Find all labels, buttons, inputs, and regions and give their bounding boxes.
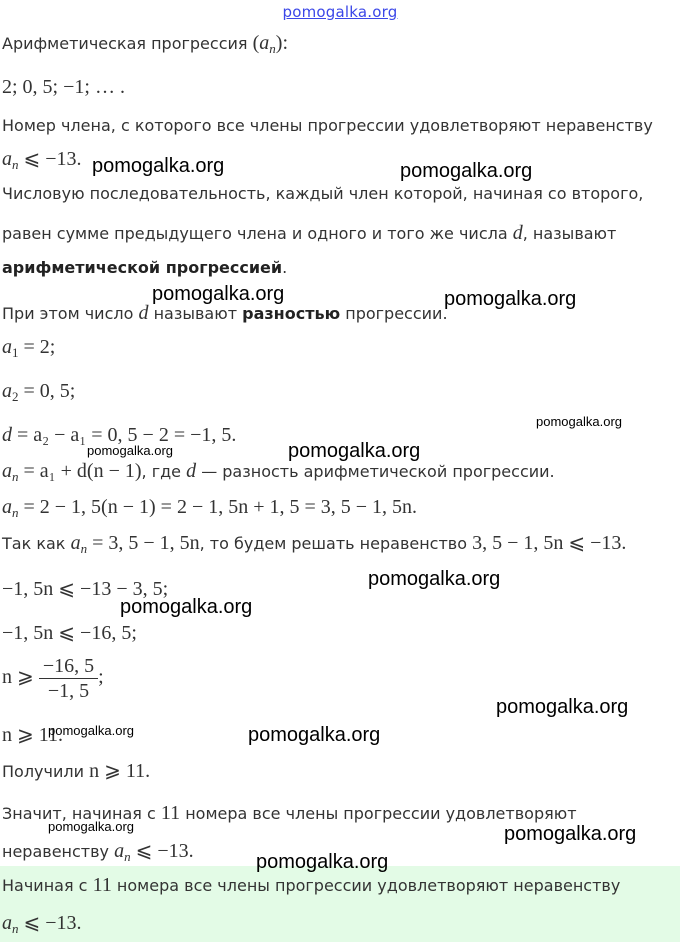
- watermark: pomogalka.org: [120, 596, 253, 618]
- definition-line-2: равен сумме предыдущего члена и одного и того же числа d, называют: [2, 222, 617, 244]
- solve-step-4: n ⩾ 11.: [2, 724, 64, 746]
- watermark: pomogalka.org: [248, 724, 381, 746]
- sequence-values: 2; 0, 5; −1; … .: [2, 76, 125, 98]
- site-link[interactable]: pomogalka.org: [282, 3, 398, 21]
- watermark: pomogalka.org: [87, 443, 173, 458]
- watermark: pomogalka.org: [504, 823, 637, 845]
- difference-calc: d = a₂ − a₁ = 0, 5 − 2 = −1, 5.: [2, 424, 237, 446]
- definition-line-3: арифметической прогрессией.: [2, 258, 288, 277]
- task-intro: [2, 32, 288, 55]
- watermark: pomogalka.org: [48, 819, 134, 834]
- term-arithmetic-progression: арифметической прогрессией: [2, 258, 283, 277]
- nth-term-expand: $a_n = 2 - 1$, 5(n − 1) = 2 − 1, 5n + 1, 5 = 3, 5 − 1, 5n.: [2, 496, 418, 520]
- answer-box: [0, 866, 680, 942]
- watermark: pomogalka.org: [496, 696, 629, 718]
- task-question: Номер члена, с которого все члены прогрессии удовлетворяют неравенству: [2, 116, 653, 135]
- result-line: Получили n ⩾ 11.: [2, 760, 151, 782]
- difference-definition: При этом число d называют разностью прогрессии.: [2, 302, 448, 324]
- watermark: pomogalka.org: [400, 160, 533, 182]
- sequence-symbol: $(a_n)$:: [252, 32, 288, 56]
- nth-term-formula: $a_n = a_1 + d(n - 1)$, где d — разность арифметической прогрессии.: [2, 460, 555, 484]
- watermark: pomogalka.org: [288, 440, 421, 462]
- watermark: pomogalka.org: [48, 723, 134, 738]
- fraction: $\frac{-16, 5}{-1, 5}$: [39, 654, 98, 703]
- watermark: pomogalka.org: [92, 155, 225, 177]
- watermark: pomogalka.org: [256, 851, 389, 873]
- watermark: pomogalka.org: [368, 568, 501, 590]
- first-term: $a_1 = 2$;: [2, 336, 56, 360]
- term-difference: разностью: [242, 304, 341, 323]
- watermark: pomogalka.org: [536, 414, 622, 429]
- definition-line-1: Числовую последовательность, каждый член которой, начиная со второго,: [2, 184, 644, 203]
- answer-line-2: $a_n$ ⩽ −13.: [2, 912, 82, 936]
- task-intro-label: Арифметическая прогрессия: [2, 34, 248, 53]
- solve-step-3: n ⩾ $\frac{-16, 5}{-1, 5}$ ;: [2, 655, 104, 702]
- solve-step-2: −1, 5n ⩽ −16, 5;: [2, 622, 137, 644]
- task-question-ineq: $a_n$ ⩽ −13.: [2, 148, 82, 172]
- conclusion-line-1: Значит, начиная с 11 номера все члены прогрессии удовлетворяют: [2, 802, 577, 824]
- answer-line-1: Начиная с 11 номера все члены прогрессии удовлетворяют неравенству: [2, 874, 621, 896]
- watermark: pomogalka.org: [444, 288, 577, 310]
- second-term: $a_2 = 0$, 5;: [2, 380, 76, 404]
- solve-step-1: −1, 5n ⩽ −13 − 3, 5;: [2, 578, 169, 600]
- inequality-setup: Так как $a_n = 3$, 5 − 1, 5n, то будем решать неравенство 3, 5 − 1, 5n ⩽ −13.: [2, 532, 627, 556]
- conclusion-line-2: неравенству $a_n$ ⩽ −13.: [2, 840, 194, 864]
- watermark: pomogalka.org: [152, 283, 285, 305]
